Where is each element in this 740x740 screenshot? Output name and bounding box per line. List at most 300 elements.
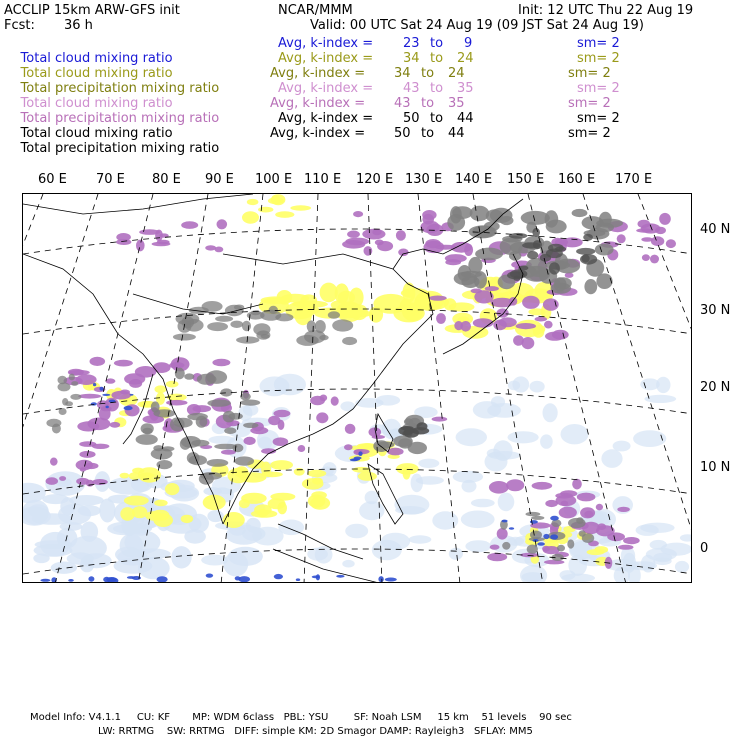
light-cloud-blob xyxy=(461,511,495,529)
gray-cloud-blob xyxy=(404,418,413,425)
purple-patch-blob xyxy=(377,241,393,251)
purple-patch-blob xyxy=(561,501,569,506)
blue-spot xyxy=(378,576,383,582)
longitude-label: 130 E xyxy=(405,172,443,187)
gray-cloud-blob xyxy=(232,444,243,452)
field-name: Total precipitation mixing ratio xyxy=(20,111,220,126)
light-cloud-blob xyxy=(409,535,432,543)
purple-patch-blob xyxy=(387,448,403,456)
gray-cloud-blob xyxy=(58,382,71,391)
yellow-band-blob xyxy=(165,483,179,495)
purple-patch-blob xyxy=(353,211,363,217)
longitude-line xyxy=(304,194,318,583)
light-cloud-blob xyxy=(675,561,689,573)
field-k-to-word: to xyxy=(421,126,435,141)
purple-patch-blob xyxy=(110,422,121,428)
gray-cloud-blob xyxy=(557,545,565,552)
blue-spot xyxy=(274,574,283,579)
purple-patch-blob xyxy=(398,249,408,257)
purple-patch-blob xyxy=(559,507,577,519)
purple-patch-blob xyxy=(572,479,582,490)
gray-cloud-blob xyxy=(530,531,542,540)
latitude-label: 0 xyxy=(700,541,709,556)
purple-patch-blob xyxy=(152,242,171,247)
purple-patch-blob xyxy=(666,239,676,248)
gray-cloud-blob xyxy=(243,423,258,428)
forecast-hour: 36 h xyxy=(64,18,93,33)
purple-patch-blob xyxy=(345,238,369,246)
gray-cloud-blob xyxy=(342,337,357,345)
forecast-label: Fcst: xyxy=(4,18,35,33)
gray-cloud-blob xyxy=(502,542,510,550)
field-smoothing: sm= 2 xyxy=(577,51,620,66)
yellow-band-blob xyxy=(311,491,327,499)
gray-cloud-blob xyxy=(304,330,326,343)
purple-patch-blob xyxy=(432,417,448,422)
field-k-to-word: to xyxy=(430,81,444,96)
purple-patch-blob xyxy=(372,435,385,439)
gray-cloud-blob xyxy=(568,518,586,528)
purple-patch-blob xyxy=(105,378,115,383)
light-cloud-blob xyxy=(644,395,676,403)
longitude-label: 80 E xyxy=(152,172,181,187)
light-cloud-blob xyxy=(561,574,595,583)
gray-cloud-blob xyxy=(223,411,235,423)
gray-cloud-blob xyxy=(584,279,597,294)
field-smoothing: sm= 2 xyxy=(568,66,611,81)
light-cloud-blob xyxy=(381,533,410,550)
purple-patch-blob xyxy=(543,298,559,310)
purple-patch-blob xyxy=(485,286,499,291)
light-cloud-blob xyxy=(138,557,170,579)
purple-patch-blob xyxy=(473,318,494,327)
yellow-band-blob xyxy=(223,512,245,528)
purple-patch-blob xyxy=(316,412,328,423)
purple-patch-blob xyxy=(59,476,66,481)
gray-cloud-blob xyxy=(452,206,472,219)
longitude-label: 90 E xyxy=(205,172,234,187)
yellow-band-blob xyxy=(140,473,151,481)
light-cloud-blob xyxy=(342,560,354,568)
gray-cloud-blob xyxy=(595,244,614,256)
purple-patch-blob xyxy=(596,504,603,511)
purple-patch-blob xyxy=(181,221,198,229)
purple-patch-blob xyxy=(577,493,596,502)
purple-patch-blob xyxy=(650,255,659,264)
gray-cloud-blob xyxy=(582,533,594,543)
gray-cloud-blob xyxy=(180,438,191,450)
purple-patch-blob xyxy=(545,332,564,341)
purple-patch-blob xyxy=(116,239,131,245)
yellow-band-blob xyxy=(595,546,609,553)
light-cloud-blob xyxy=(113,524,152,534)
purple-patch-blob xyxy=(460,321,471,332)
yellow-band-blob xyxy=(129,472,141,479)
longitude-label: 120 E xyxy=(356,172,394,187)
purple-patch-blob xyxy=(651,236,664,246)
purple-patch-blob xyxy=(623,537,640,544)
light-cloud-blob xyxy=(508,431,539,443)
latitude-label: 40 N xyxy=(700,222,731,237)
light-cloud-blob xyxy=(633,430,666,447)
blue-spot xyxy=(102,394,110,396)
gray-cloud-blob xyxy=(546,220,567,234)
map-canvas xyxy=(23,194,692,583)
blue-spot xyxy=(106,577,117,582)
purple-patch-blob xyxy=(166,400,187,406)
field-k-from: 50 xyxy=(394,126,411,141)
purple-patch-blob xyxy=(193,405,212,412)
field-avg-label: Avg, k-index = xyxy=(270,126,366,141)
dark-cloud-blob xyxy=(549,262,560,274)
field-k-to-word: to xyxy=(430,111,444,126)
gray-cloud-blob xyxy=(275,313,293,321)
yellow-band-blob xyxy=(257,509,268,518)
yellow-band-blob xyxy=(403,467,411,480)
gray-cloud-blob xyxy=(136,434,158,445)
gray-cloud-blob xyxy=(69,374,75,381)
purple-patch-blob xyxy=(362,229,385,240)
gray-cloud-blob xyxy=(184,373,194,379)
field-k-from: 23 xyxy=(403,36,420,51)
blue-spot xyxy=(93,383,96,386)
gray-cloud-blob xyxy=(215,316,233,322)
light-cloud-blob xyxy=(512,376,529,392)
purple-patch-blob xyxy=(278,420,285,430)
gray-cloud-blob xyxy=(468,257,482,274)
purple-patch-blob xyxy=(520,553,538,558)
light-cloud-blob xyxy=(561,424,589,444)
light-cloud-blob xyxy=(601,449,622,468)
yellow-band-blob xyxy=(444,298,457,310)
light-cloud-blob xyxy=(540,434,553,448)
light-cloud-blob xyxy=(432,511,458,529)
blue-spot xyxy=(550,534,558,539)
light-cloud-blob xyxy=(124,530,160,554)
purple-patch-blob xyxy=(364,246,373,256)
purple-patch-blob xyxy=(347,231,360,238)
purple-patch-blob xyxy=(522,337,535,349)
field-smoothing: sm= 2 xyxy=(577,111,620,126)
gray-cloud-blob xyxy=(173,334,196,341)
gray-cloud-blob xyxy=(141,423,154,434)
purple-patch-blob xyxy=(84,463,98,469)
purple-patch-blob xyxy=(542,546,550,552)
yellow-band-blob xyxy=(155,385,167,393)
light-cloud-blob xyxy=(81,522,99,542)
dark-cloud-blob xyxy=(513,276,520,281)
purple-patch-blob xyxy=(217,219,228,229)
purple-patch-blob xyxy=(78,394,101,399)
gray-cloud-blob xyxy=(65,401,73,406)
dark-cloud-blob xyxy=(522,242,540,248)
blue-spot xyxy=(100,387,104,391)
field-name: Total cloud mixing ratio xyxy=(20,96,173,111)
purple-patch-blob xyxy=(50,458,58,466)
purple-patch-blob xyxy=(487,553,507,562)
blue-spot xyxy=(124,406,133,410)
gray-cloud-blob xyxy=(70,394,81,400)
gray-cloud-blob xyxy=(220,388,232,396)
gray-cloud-blob xyxy=(230,321,243,328)
light-cloud-blob xyxy=(340,401,355,411)
yellow-band-blob xyxy=(275,211,294,218)
yellow-band-blob xyxy=(261,462,271,477)
light-cloud-blob xyxy=(416,476,444,485)
purple-patch-blob xyxy=(638,220,651,228)
purple-patch-blob xyxy=(489,481,509,494)
gray-cloud-blob xyxy=(224,427,236,434)
light-cloud-blob xyxy=(498,493,515,512)
blue-spot xyxy=(130,394,134,396)
gray-cloud-blob xyxy=(196,416,208,428)
yellow-band-blob xyxy=(270,460,293,470)
product-title: ACCLIP 15km ARW-GFS init xyxy=(4,3,180,18)
yellow-band-blob xyxy=(358,472,377,481)
purple-patch-blob xyxy=(114,360,133,367)
light-cloud-blob xyxy=(171,546,191,568)
field-smoothing: sm= 2 xyxy=(568,96,611,111)
light-cloud-blob xyxy=(78,505,101,516)
yellow-band-blob xyxy=(290,205,311,210)
longitude-label: 140 E xyxy=(455,172,493,187)
purple-patch-blob xyxy=(80,467,86,471)
light-cloud-blob xyxy=(60,497,75,515)
gray-cloud-blob xyxy=(470,206,490,221)
purple-patch-blob xyxy=(345,424,356,434)
blue-spot xyxy=(509,527,514,530)
yellow-band-blob xyxy=(302,478,324,489)
purple-patch-blob xyxy=(445,254,467,262)
purple-patch-blob xyxy=(344,444,353,450)
field-k-to: 44 xyxy=(448,126,465,141)
field-k-to: 9 xyxy=(464,36,473,51)
purple-patch-blob xyxy=(544,321,553,329)
light-cloud-blob xyxy=(636,525,659,536)
field-name: Total cloud mixing ratio xyxy=(20,66,173,81)
purple-patch-blob xyxy=(535,317,547,322)
blue-spot xyxy=(537,542,545,546)
light-cloud-blob xyxy=(33,554,49,564)
light-cloud-blob xyxy=(487,403,521,418)
dark-cloud-blob xyxy=(582,254,590,262)
gray-cloud-blob xyxy=(526,512,541,516)
gray-cloud-blob xyxy=(551,519,561,527)
blue-spot xyxy=(543,534,549,539)
yellow-band-blob xyxy=(181,515,193,523)
gray-cloud-blob xyxy=(596,273,612,289)
field-avg-label: Avg, k-index = xyxy=(278,81,374,96)
light-cloud-blob xyxy=(252,527,283,546)
purple-patch-blob xyxy=(506,479,524,491)
field-k-to-word: to xyxy=(430,51,444,66)
blue-spot xyxy=(312,576,320,579)
gray-cloud-blob xyxy=(567,539,574,548)
light-cloud-blob xyxy=(359,501,384,520)
yellow-band-blob xyxy=(403,282,416,303)
latitude-label: 30 N xyxy=(700,303,731,318)
init-time: Init: 12 UTC Thu 22 Aug 19 xyxy=(518,3,694,18)
model-info-line1: Model Info: V4.1.1 CU: KF MP: WDM 6class PBL: YSU SF: Noah LSM 15 km 51 levels 90 sec xyxy=(30,712,572,723)
gray-cloud-blob xyxy=(207,399,230,406)
light-cloud-blob xyxy=(260,376,290,396)
purple-patch-blob xyxy=(90,357,106,366)
yellow-band-blob xyxy=(294,468,305,476)
blue-spot xyxy=(358,451,362,456)
purple-patch-blob xyxy=(135,366,157,378)
yellow-band-blob xyxy=(120,473,130,479)
map-panel xyxy=(22,193,692,583)
field-k-to-word: to xyxy=(421,96,435,111)
purple-patch-blob xyxy=(79,441,96,447)
blue-spot xyxy=(88,576,94,581)
field-name: Total cloud mixing ratio xyxy=(20,51,173,66)
field-shading xyxy=(23,194,692,583)
gray-cloud-blob xyxy=(71,381,78,386)
field-row xyxy=(4,126,219,156)
yellow-band-blob xyxy=(258,207,273,213)
purple-patch-blob xyxy=(532,482,553,490)
longitude-label: 100 E xyxy=(255,172,293,187)
yellow-band-blob xyxy=(277,502,287,514)
field-k-to: 35 xyxy=(448,96,465,111)
gray-cloud-blob xyxy=(474,271,487,289)
purple-patch-blob xyxy=(642,254,650,261)
dark-cloud-blob xyxy=(401,426,414,430)
purple-patch-blob xyxy=(497,528,508,540)
gray-cloud-blob xyxy=(531,516,544,520)
dark-cloud-blob xyxy=(576,248,595,255)
purple-patch-blob xyxy=(659,213,671,225)
field-k-to: 44 xyxy=(457,111,474,126)
yellow-band-blob xyxy=(271,194,285,205)
dark-cloud-blob xyxy=(583,234,593,241)
yellow-band-blob xyxy=(166,381,179,388)
purple-patch-blob xyxy=(429,296,447,301)
field-k-to-word: to xyxy=(421,66,435,81)
model-info-line2: LW: RRTMG SW: RRTMG DIFF: simple KM: 2D Smagor DAMP: Rayleigh3 SFLAY: MM5 xyxy=(98,726,533,737)
purple-patch-blob xyxy=(111,391,131,400)
blue-spot xyxy=(157,576,168,582)
field-k-from: 43 xyxy=(403,81,420,96)
dark-cloud-blob xyxy=(527,251,538,259)
latitude-label: 20 N xyxy=(700,380,731,395)
light-cloud-blob xyxy=(656,377,670,393)
purple-patch-blob xyxy=(425,239,441,248)
light-cloud-blob xyxy=(488,451,520,460)
light-cloud-blob xyxy=(81,553,112,568)
blue-spot xyxy=(106,406,109,409)
longitude-label: 60 E xyxy=(38,172,67,187)
purple-patch-blob xyxy=(522,296,540,309)
light-cloud-blob xyxy=(465,540,491,552)
light-cloud-blob xyxy=(23,500,49,525)
purple-patch-blob xyxy=(46,477,58,485)
purple-patch-blob xyxy=(617,234,626,243)
blue-spot xyxy=(502,520,508,523)
field-smoothing: sm= 2 xyxy=(577,81,620,96)
field-smoothing: sm= 2 xyxy=(577,36,620,51)
yellow-band-blob xyxy=(242,211,259,223)
light-cloud-blob xyxy=(355,398,383,408)
gray-cloud-blob xyxy=(332,319,353,331)
field-avg-label: Avg, k-index = xyxy=(278,51,374,66)
yellow-band-blob xyxy=(239,499,250,508)
gray-cloud-blob xyxy=(328,311,340,319)
purple-patch-blob xyxy=(212,359,230,367)
blue-spot xyxy=(550,516,559,521)
purple-patch-blob xyxy=(139,229,160,235)
light-cloud-blob xyxy=(345,524,368,539)
light-cloud-blob xyxy=(680,534,692,541)
gray-cloud-blob xyxy=(240,400,260,406)
field-k-to: 35 xyxy=(457,81,474,96)
blue-spot xyxy=(354,457,362,460)
gray-cloud-blob xyxy=(174,418,193,428)
yellow-band-blob xyxy=(124,496,149,506)
purple-patch-blob xyxy=(310,396,325,406)
light-cloud-blob xyxy=(223,552,248,576)
dark-cloud-blob xyxy=(555,246,566,251)
field-k-to: 24 xyxy=(448,66,465,81)
longitude-label: 110 E xyxy=(304,172,342,187)
field-k-from: 43 xyxy=(394,96,411,111)
gray-cloud-blob xyxy=(207,459,229,467)
gray-cloud-blob xyxy=(46,419,61,427)
light-cloud-blob xyxy=(661,543,693,556)
light-cloud-blob xyxy=(568,555,587,576)
light-cloud-blob xyxy=(456,428,487,446)
field-name: Total precipitation mixing ratio xyxy=(20,81,220,96)
field-name: Total precipitation mixing ratio xyxy=(20,141,220,156)
field-k-to-word: to xyxy=(430,36,444,51)
purple-patch-blob xyxy=(493,320,507,331)
light-cloud-blob xyxy=(207,510,223,522)
purple-patch-blob xyxy=(77,421,99,431)
gray-cloud-blob xyxy=(206,370,227,384)
purple-patch-blob xyxy=(617,507,630,512)
purple-patch-blob xyxy=(490,545,500,550)
gray-cloud-blob xyxy=(151,448,173,459)
field-avg-label: Avg, k-index = xyxy=(270,96,366,111)
light-cloud-blob xyxy=(209,436,236,444)
purple-patch-blob xyxy=(422,214,434,225)
purple-patch-blob xyxy=(544,560,564,565)
field-name: Total cloud mixing ratio xyxy=(20,126,173,141)
longitude-line xyxy=(368,194,382,583)
yellow-band-blob xyxy=(270,493,295,501)
purple-patch-blob xyxy=(244,437,256,445)
purple-patch-blob xyxy=(273,410,290,417)
field-avg-label: Avg, k-index = xyxy=(278,111,374,126)
purple-patch-blob xyxy=(396,230,406,241)
light-cloud-blob xyxy=(471,499,495,508)
longitude-label: 170 E xyxy=(615,172,653,187)
yellow-band-blob xyxy=(350,304,368,320)
latitude-label: 10 N xyxy=(700,460,731,475)
light-cloud-blob xyxy=(530,381,545,393)
yellow-band-blob xyxy=(120,507,135,521)
field-smoothing: sm= 2 xyxy=(568,126,611,141)
field-k-to: 24 xyxy=(457,51,474,66)
field-k-from: 34 xyxy=(403,51,420,66)
blue-spot xyxy=(68,579,74,582)
purple-patch-blob xyxy=(584,511,593,518)
purple-patch-blob xyxy=(436,313,446,324)
gray-cloud-blob xyxy=(153,409,175,417)
gray-cloud-blob xyxy=(596,223,614,233)
model-center: NCAR/MMM xyxy=(278,3,353,18)
